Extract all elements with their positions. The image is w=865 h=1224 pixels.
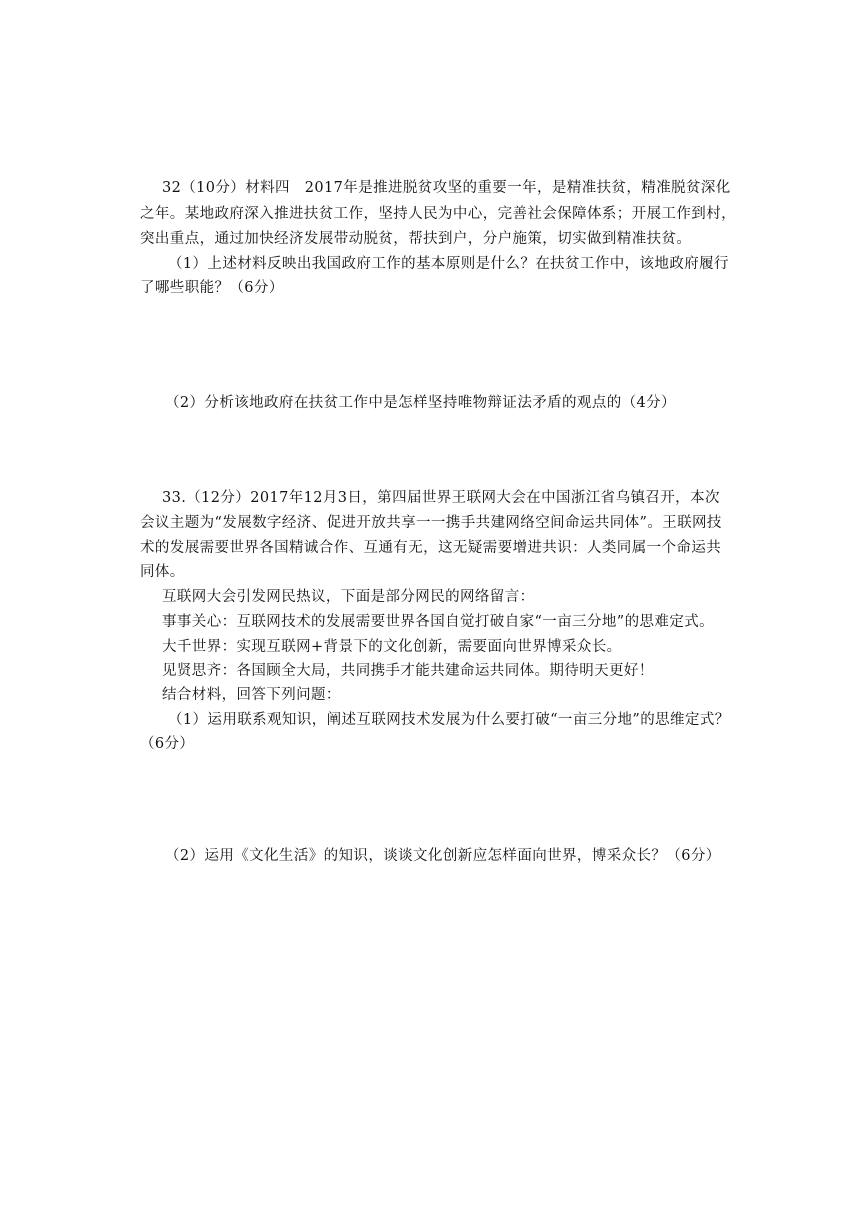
q32-stem-line-1: 32（10分）材料四 2017年是推进脱贫攻坚的重要一年，是精准扶贫，精准脱贫深化 — [162, 180, 731, 196]
q33-sub1-line-2: （6分） — [140, 736, 195, 752]
q33-stem-line-3: 术的发展需要世界各国精诚合作、互通有无，这无疑需要增进共识：人类同属一个命运共 — [140, 540, 722, 556]
q32-sub1-line-2: 了哪些职能？（6分） — [140, 280, 284, 296]
q32-stem-line-2: 之年。某地政府深入推进扶贫工作，坚持人民为中心，完善社会保障体系；开展工作到村， — [140, 206, 736, 222]
q33-sub1-line-1: （1）运用联系观知识，阐述互联网技术发展为什么要打破“一亩三分地”的思维定式？ — [168, 712, 730, 728]
q33-sub2: （2）运用《文化生活》的知识，谈谈文化创新应怎样面向世界，博采众长？（6分） — [165, 848, 721, 864]
q33-stem-line-4: 同体。 — [140, 564, 185, 580]
q33-comment-1: 事事关心：互联网技术的发展需要世界各国自觉打破自家“一亩三分地”的思难定式。 — [162, 614, 715, 630]
q32-stem-line-3: 突出重点，通过加快经济发展带动脱贫，帮扶到户，分户施策，切实做到精准扶贫。 — [140, 231, 692, 247]
q33-intro: 互联网大会引发网民热议，下面是部分网民的网络留言： — [162, 589, 535, 605]
q33-stem-line-2: 会议主题为“发展数字经济、促进开放共享一一携手共建网络空间命运共同体”。王联网技 — [140, 515, 722, 531]
q33-comment-3: 见贤思齐：各国顾全大局，共同携手才能共建命运共同体。期待明天更好！ — [162, 663, 654, 679]
q33-prompt: 结合材料，回答下列问题： — [162, 687, 341, 703]
q33-stem-line-1: 33.（12分）2017年12月3日，第四届世界王联网大会在中国浙江省乌镇召开，本次 — [162, 490, 720, 506]
q32-sub2: （2）分析该地政府在扶贫工作中是怎样坚持唯物辩证法矛盾的观点的（4分） — [165, 395, 676, 411]
q33-comment-2: 大千世界：实现互联网+背景下的文化创新，需要面向世界博采众长。 — [162, 639, 622, 655]
q32-sub1-line-1: （1）上述材料反映出我国政府工作的基本原则是什么？在扶贫工作中，该地政府履行 — [168, 256, 729, 272]
